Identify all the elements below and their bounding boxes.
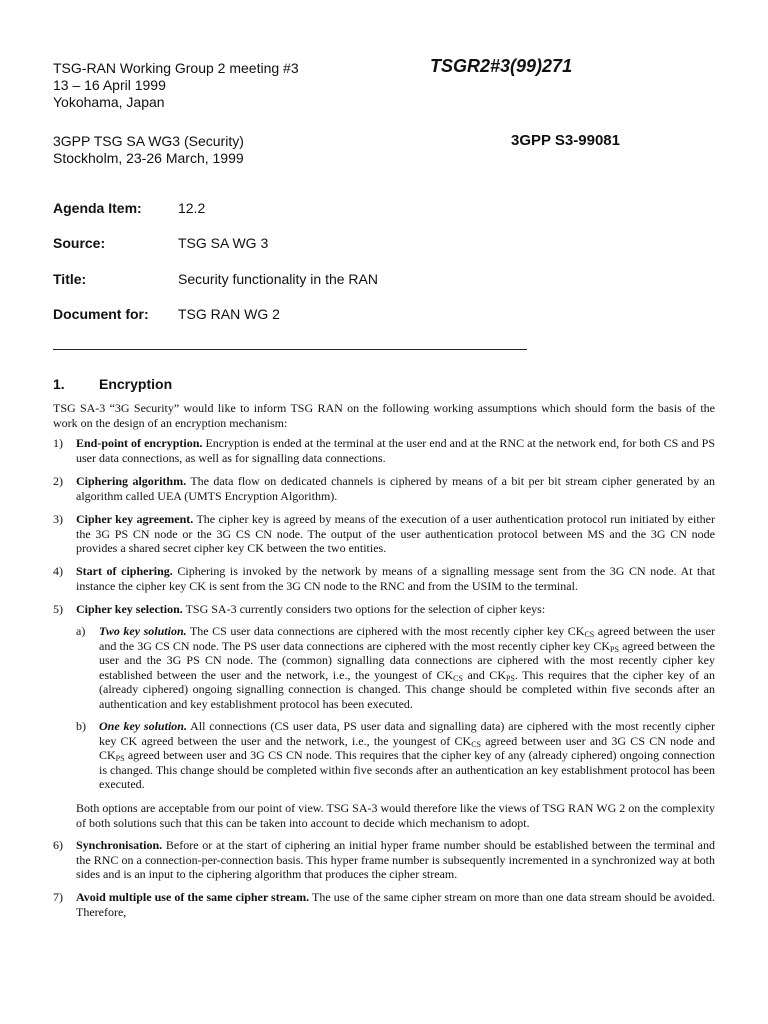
sub-item-one-key (76, 719, 715, 792)
agenda-label: Agenda Item: (53, 200, 142, 216)
item-heading: Ciphering algorithm. (76, 474, 187, 488)
item-heading: Synchronisation. (76, 838, 163, 852)
sub-item-text-5: . This requires that the cipher key of an (already ciphered) ongoing signalling connection is changed. This change should be completed within five seconds after an authentication and key establishment protocol has been executed. (99, 667, 716, 711)
section-number: 1. (53, 376, 65, 392)
sub-item-text-2: agreed between the user and the 3G CS CN node. The PS user data connections are ciphered with the most recently cipher key CK (99, 624, 716, 653)
item-text: Ciphering is invoked by the network by means of a signalling message sent from the 3G CN node. At that instance the cipher key CK is sent from the 3G CN node to the RNC and from the USIM to the terminal. (76, 564, 716, 593)
source-meeting-info (53, 133, 244, 167)
item-text: Encryption is ended at the terminal at the user end and at the RNC at the network end, for both CS and PS user data connections, as well as for signalling data connections. (76, 436, 715, 465)
sub-item-number: a) (76, 624, 86, 638)
meeting-name: TSG-RAN Working Group 2 meeting #3 (53, 60, 299, 76)
meeting-location: Yokohama, Japan (53, 94, 165, 110)
subscript-cs: CS (453, 673, 463, 683)
item-heading: Cipher key selection. (76, 602, 183, 616)
item-heading: Cipher key agreement. (76, 512, 194, 526)
source-label: Source: (53, 235, 106, 251)
list-item (53, 564, 715, 593)
title-value: Security functionality in the RAN (178, 271, 378, 287)
item-number: 5) (53, 602, 63, 616)
sub-item-number: b) (76, 719, 86, 733)
list-item (53, 474, 715, 503)
item-text: The cipher key is agreed by means of the execution of a user authentication protocol run initiated by either the 3G PS CN node or the 3G CS CN node. The output of the user authentication protocol between MS and the 3G CN node provides a shared secret cipher key CK between the two entities. (76, 512, 715, 555)
list-item (53, 602, 715, 617)
list-item (53, 890, 715, 919)
list-item (53, 436, 715, 465)
item-number: 3) (53, 512, 63, 526)
meeting-dates: 13 – 16 April 1999 (53, 77, 166, 93)
sub-item-text-4: and CK (462, 667, 506, 682)
sub-item-text-2: agreed between user and 3G CS CN node and CK (99, 733, 715, 762)
sub-item-heading: One key solution. (99, 719, 187, 733)
item-heading: Avoid multiple use of the same cipher stream. (76, 890, 310, 904)
list-item (53, 838, 715, 882)
intro-paragraph: TSG SA-3 “3G Security” would like to inform TSG RAN on the following working assumptions which should form the basis of the work on the design of an encryption mechanism: (53, 401, 715, 430)
document-number-secondary: 3GPP S3-99081 (511, 132, 620, 149)
item-heading: End-point of encryption. (76, 436, 203, 450)
both-options-paragraph: Both options are acceptable from our point of view. TSG SA-3 would therefore like the views of TSG RAN WG 2 on the complexity of both solutions such that this can be taken into account to decide which mechanism to adopt. (76, 801, 715, 830)
sub-item-text-1: The CS user data connections are ciphered with the most recently cipher key CK (186, 624, 585, 638)
list-item (53, 512, 715, 556)
source-meeting-name: 3GPP TSG SA WG3 (Security) (53, 133, 244, 149)
sub-item-text-3: agreed between user and 3G CS CN node. This requires that the cipher key of any (already ciphered) ongoing connection is changed. This change should be completed within five seconds after an authentication an key establishment protocol has been executed. (99, 748, 715, 791)
subscript-ps: PS (115, 754, 125, 763)
subscript-cs: CS (584, 630, 595, 639)
title-label: Title: (53, 271, 87, 287)
item-number: 4) (53, 564, 63, 578)
item-number: 1) (53, 436, 63, 450)
document-for-label: Document for: (53, 306, 149, 322)
sub-item-two-key (76, 624, 715, 711)
sub-item-text-1: All connections (CS user data, PS user data and signalling data) are ciphered with the most recently cipher key CK agreed between the user and the network, i.e., the youngest of CK (99, 719, 715, 748)
document-for-value: TSG RAN WG 2 (178, 306, 280, 322)
item-text: The data flow on dedicated channels is ciphered by means of a bit per bit stream cipher generated by an algorithm called UEA (UMTS Encryption Algorithm). (76, 474, 715, 503)
item-text: The use of the same cipher stream on more than one data stream should be avoided. Therefore, (76, 890, 715, 919)
agenda-value: 12.2 (178, 200, 206, 216)
sub-item-text-3: agreed between the user and the 3G PS CN node. The (common) signalling data connections are ciphered with the most recently cipher key established between the user and the network, i.e., the youngest of CK (99, 638, 715, 682)
item-number: 2) (53, 474, 63, 488)
item-heading: Start of ciphering. (76, 564, 173, 578)
subscript-ps: PS (505, 673, 515, 683)
subscript-cs: CS (471, 739, 481, 749)
item-number: 6) (53, 838, 63, 852)
meeting-info (53, 60, 299, 111)
item-number: 7) (53, 890, 63, 904)
sub-item-heading: Two key solution. (99, 624, 187, 638)
source-value: TSG SA WG 3 (178, 235, 269, 251)
item-text: Before or at the start of ciphering an initial hyper frame number should be established between the terminal and the RNC on a connection-per-connection basis. This hyper frame number is subsequently incremented in a synchronized way at both sides and is an input to the ciphering algorithm that produces the cipher stream. (76, 838, 715, 881)
subscript-ps: PS (610, 644, 619, 654)
document-number: TSGR2#3(99)271 (430, 56, 573, 76)
source-meeting-location: Stockholm, 23-26 March, 1999 (53, 150, 244, 166)
divider (53, 349, 527, 350)
item-text: TSG SA-3 currently considers two options for the selection of cipher keys: (182, 602, 546, 616)
section-title: Encryption (99, 376, 173, 392)
